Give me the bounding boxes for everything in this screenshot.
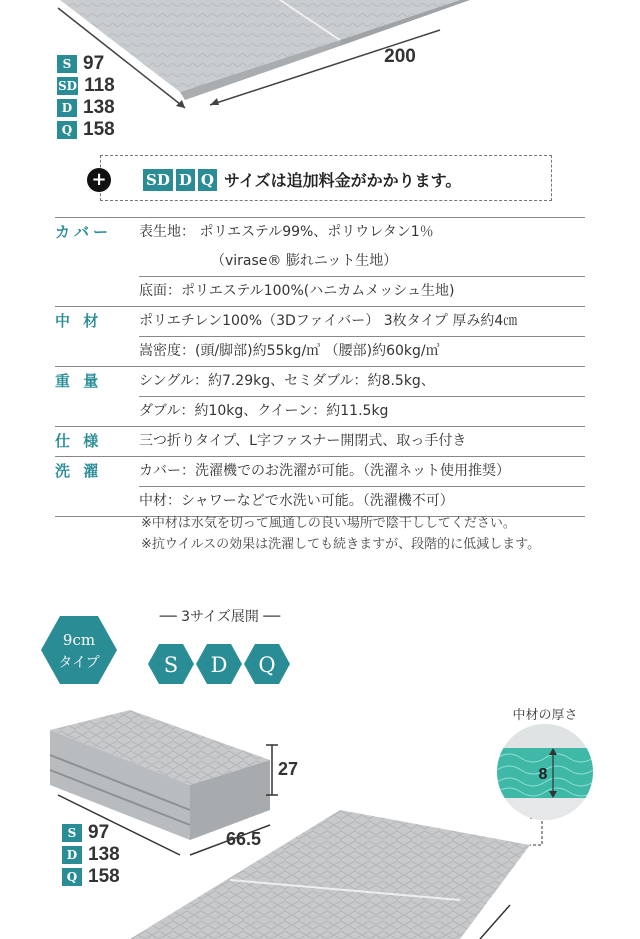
spec-row-cover <box>55 217 585 247</box>
surcharge-note <box>143 168 461 191</box>
size-row-d <box>62 844 120 866</box>
spec-label-spec: 仕 様 <box>55 432 103 450</box>
size-value: 138 <box>88 844 120 865</box>
spec-value: 嵩密度：(頭/脚部)約55kg/㎥ （腰部)約60kg/㎥ <box>139 343 440 359</box>
type-hex-line1: 9cm <box>62 631 96 649</box>
spec-value: 三つ折りタイプ、L字ファスナー開閉式、取っ手付き <box>139 433 467 449</box>
thickness-detail-image <box>497 724 593 820</box>
length-dimension: 200 <box>384 46 416 67</box>
size-value: 97 <box>88 822 110 843</box>
size-row-q <box>62 866 120 888</box>
size-hex-label: Q <box>258 653 276 677</box>
size-badge: D <box>57 99 77 117</box>
fiber-layer-icon <box>497 724 593 820</box>
top-size-list <box>57 53 115 141</box>
spec-row-cover-2 <box>139 247 585 276</box>
lower-size-list <box>62 822 120 888</box>
size-value: 118 <box>84 75 115 96</box>
note-badge-d: D <box>176 169 195 191</box>
width-dimension: 66.5 <box>226 829 262 849</box>
spec-value: シングル：約7.29kg、セミダブル：約8.5kg、 <box>139 373 435 389</box>
size-badge: S <box>57 55 77 73</box>
plus-icon: + <box>87 168 111 192</box>
spec-value: （virase® 膨れニット生地） <box>211 253 398 269</box>
type-hex-line2: タイプ <box>58 655 100 671</box>
size-badge: Q <box>57 121 77 139</box>
size-row-d <box>57 97 115 119</box>
spec-row-weight-2 <box>139 396 585 426</box>
sizes-title: ── 3サイズ展開 ── <box>159 609 281 625</box>
spec-label-core: 中 材 <box>55 312 103 330</box>
note-badge-sd: SD <box>143 169 173 191</box>
spec-value: カバー：洗濯機でのお洗濯が可能。（洗濯ネット使用推奨） <box>139 463 510 479</box>
spec-row-cover-3 <box>139 276 585 306</box>
size-hex-label: S <box>163 653 179 677</box>
size-hex-s <box>148 644 194 684</box>
size-value: 97 <box>83 53 105 74</box>
size-hex-d <box>196 644 242 684</box>
size-badge: SD <box>58 79 78 93</box>
spec-row-wash-2 <box>139 486 585 516</box>
care-notes <box>141 513 540 555</box>
size-hex-q <box>244 644 290 684</box>
spec-row-core <box>55 306 585 336</box>
spec-value: 中材：シャワーなどで水洗い可能。（洗濯機不可） <box>139 493 454 509</box>
spec-value: 表生地： ポリエステル99%、ポリウレタン1％ <box>139 224 434 240</box>
type-hexagon <box>40 615 118 685</box>
size-row-sd <box>57 75 115 97</box>
spec-row-spec <box>55 426 585 456</box>
spec-value: ダブル：約10kg、クイーン：約11.5kg <box>139 403 389 419</box>
note-text: サイズは追加料金がかかります。 <box>223 171 462 190</box>
spec-row-core-2 <box>139 336 585 366</box>
thickness-value: 8 <box>538 766 548 783</box>
size-hex-label: D <box>210 653 228 677</box>
care-note: ※中材は水気を切って風通しの良い場所で陰干ししてください。 <box>141 516 516 531</box>
care-note: ※抗ウイルスの効果は洗濯しても続きますが、段階的に低減します。 <box>141 537 541 552</box>
spec-label-wash: 洗 濯 <box>55 462 103 480</box>
size-hex-row <box>148 642 290 686</box>
size-value: 138 <box>83 97 115 118</box>
size-value: 158 <box>88 866 120 887</box>
spec-value: 底面：ポリエステル100%(ハニカムメッシュ生地) <box>139 283 455 299</box>
size-badge: S <box>62 824 82 842</box>
note-badge-q: Q <box>198 169 217 191</box>
size-row-s <box>57 53 115 75</box>
spec-label-weight: 重 量 <box>55 372 103 390</box>
spec-table <box>55 217 585 517</box>
thickness-label: 中材の厚さ <box>512 708 578 723</box>
height-dimension: 27 <box>278 759 299 779</box>
size-badge: Q <box>62 868 82 886</box>
spec-row-weight <box>55 366 585 396</box>
size-row-q <box>57 119 115 141</box>
size-row-s <box>62 822 120 844</box>
spec-label-cover: カバー <box>55 223 113 241</box>
spec-value: ポリエチレン100%（3Dファイバー） 3枚タイプ 厚み約4㎝ <box>139 313 518 329</box>
size-value: 158 <box>83 119 115 140</box>
spec-row-wash <box>55 456 585 486</box>
size-badge: D <box>62 846 82 864</box>
